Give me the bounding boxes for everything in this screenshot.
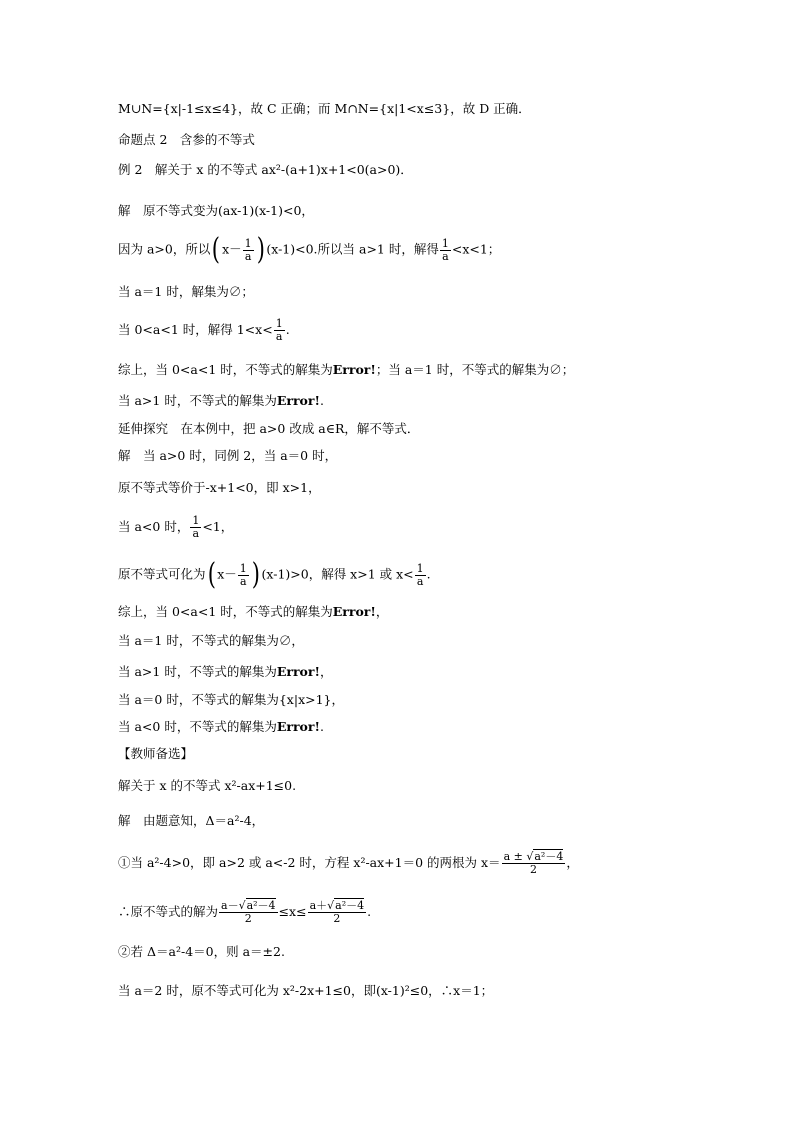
- fraction: $\frac{1}{a}$: [192, 514, 200, 540]
- line-23: ①当 a²-4>0，即 a>2 或 a<-2 时，方程 x²-ax+1＝0 的两根为 x＝ $\frac{\text{a ± √a²－4}}{2}$ ，: [118, 850, 579, 876]
- line-21: 解关于 x 的不等式 x²-ax+1≤0.: [118, 778, 297, 793]
- line-17: 当 a>1 时，不等式的解集为Error!，: [118, 664, 333, 679]
- line-1: M∪N={x|-1≤x≤4}，故 C 正确；而 M∩N={x|1<x≤3}，故 D 正确．: [118, 101, 531, 116]
- line-4: 解 原不等式变为(ax-1)(x-1)<0，: [118, 203, 314, 218]
- line-8: 综上，当 0<a<1 时，不等式的解集为Error!；当 a＝1 时，不等式的解集为∅；: [118, 362, 575, 377]
- section-heading: 命题点 2 含参的不等式: [118, 132, 255, 147]
- root-fraction: $\frac{\text{a ± √a²－4}}{2}$: [503, 850, 564, 876]
- line-16: 当 a＝1 时，不等式的解集为∅，: [118, 633, 304, 648]
- line-7: 当 0<a<1 时，解得 1<x< $\frac{1}{a}$ .: [118, 317, 290, 343]
- example-2-title: 例 2 解关于 x 的不等式 ax²-(a+1)x+1<0(a>0)．: [118, 162, 413, 177]
- fraction: $\frac{1}{a}$: [441, 236, 449, 263]
- fraction: $\frac{1}{a}$: [239, 561, 247, 588]
- line-26: 当 a＝2 时，原不等式可化为 x²-2x+1≤0，即(x-1)²≤0，∴x＝1；: [118, 983, 494, 998]
- line-15: 综上，当 0<a<1 时，不等式的解集为Error!，: [118, 604, 389, 619]
- extension-title: 延伸探究 在本例中，把 a>0 改成 a∈R，解不等式．: [118, 421, 420, 436]
- line-14: 原不等式可化为( x－ $\frac{1}{a}$ ) (x-1)>0，解得 x>1 或 x< $\frac{1}{a}$ .: [118, 557, 431, 592]
- line-24: ∴原不等式的解为 $\frac{\text{a－√a²－4}}{2}$ ≤x≤ $\frac{\text{a＋√a²－4}}{2}$ .: [118, 899, 372, 925]
- line-25: ②若 Δ＝a²-4＝0，则 a＝±2.: [118, 944, 285, 959]
- fraction: $\frac{1}{a}$: [244, 236, 252, 263]
- line-13: 当 a<0 时， $\frac{1}{a}$ <1，: [118, 514, 234, 540]
- line-5: 因为 a>0，所以( x－ $\frac{1}{a}$ ) (x-1)<0.所以当 a>1 时，解得 $\frac{1}{a}$ <x<1；: [118, 232, 501, 267]
- root-fraction: $\frac{\text{a＋√a²－4}}{2}$: [309, 899, 365, 925]
- line-22: 解 由题意知，Δ＝a²-4，: [118, 813, 265, 828]
- line-19: 当 a<0 时，不等式的解集为Error!.: [118, 719, 324, 734]
- fraction: $\frac{1}{a}$: [416, 561, 424, 588]
- fraction: $\frac{1}{a}$: [275, 317, 283, 343]
- line-18: 当 a＝0 时，不等式的解集为{x|x>1}，: [118, 692, 344, 707]
- teacher-section-label: 【教师备选】: [118, 746, 194, 761]
- line-9: 当 a>1 时，不等式的解集为Error!.: [118, 393, 324, 408]
- line-12: 原不等式等价于-x+1<0，即 x>1，: [118, 480, 321, 495]
- line-11: 解 当 a>0 时，同例 2，当 a＝0 时，: [118, 448, 338, 463]
- line-6: 当 a＝1 时，解集为∅；: [118, 284, 254, 299]
- root-fraction: $\frac{\text{a－√a²－4}}{2}$: [221, 899, 276, 925]
